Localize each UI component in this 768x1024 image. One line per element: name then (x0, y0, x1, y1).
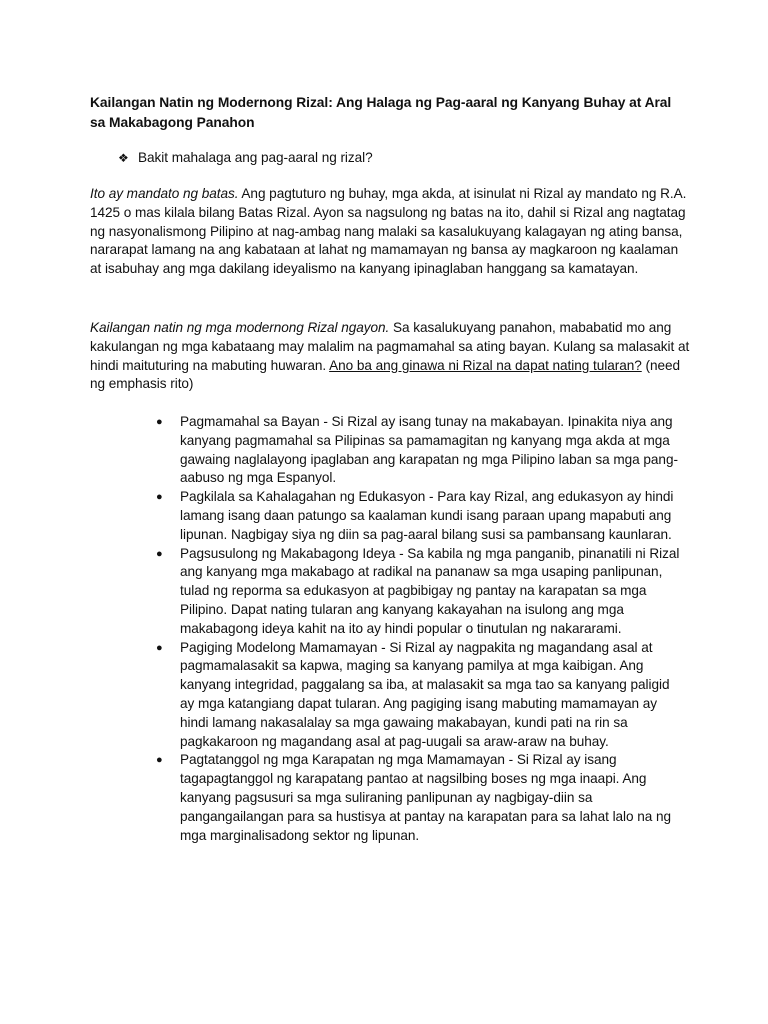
paragraph-modern-rizal-body: Sa kasalukuyang panahon, mababatid mo ang kakulangan ng mga kabataang may malalim na pagmamahal sa ating bayan. Kulang sa malasakit at hindi maituturing na mabuting huwaran. (90, 320, 690, 373)
paragraph-mandate-body: Ang pagtuturo ng buhay, mga akda, at isinulat ni Rizal ay mandato ng R.A. 1425 o mas kilala bilang Batas Rizal. Ayon sa nagsulong ng batas na ito, dahil si Rizal ang nagtatag ng nasyonalismong Pilipino at nag-ambag nang malaki sa kasalukuyang kalagayan ng ating bansa, nararapat lamang na ang kabataan at lahat ng mamamayan ng bansa ay magkaroon ng kaalaman at isabuhay ang mga dakilang ideyalismo na kanyang ipinaglaban hanggang sa kamatayan. (90, 186, 687, 277)
list-item-text: Pagsusulong ng Makabagong Ideya - Sa kabila ng mga panganib, pinanatili ni Rizal ang kanyang mga makabago at radikal na pananaw sa mga usaping panlipunan, tulad ng reporma sa edukasyon at pagbibigay ng pantay na karapatan sa mga Pilipino. Dapat nating tularan ang kanyang kakayahan na isulong ang mga makabagong ideya kahit na ito ay hindi popular o tinutulan ng nakararami. (180, 545, 680, 636)
list-item (156, 488, 684, 544)
question-text: Bakit mahalaga ang pag-aaral ng rizal? (138, 150, 373, 165)
bullet-dot-icon: ● (156, 547, 163, 560)
bullet-dot-icon: ● (156, 416, 163, 428)
list-item (156, 639, 684, 752)
list-item (156, 413, 684, 488)
diamond-bullet-icon: ❖ (118, 151, 129, 165)
paragraph-mandate-lead: Ito ay mandato ng batas. (90, 186, 239, 201)
paragraph-modern-rizal-lead: Kailangan natin ng mga modernong Rizal ngayon. (90, 320, 390, 335)
bullet-dot-icon: ● (156, 491, 163, 504)
list-item (156, 751, 684, 845)
paragraph-modern-rizal (90, 319, 690, 394)
list-item-text: Pagkilala sa Kahalagahan ng Edukasyon - Para kay Rizal, ang edukasyon ay hindi lamang isang daan patungo sa kaalaman kundi isang paraan upang mapabuti ang lipunan. Nagbigay siya ng diin sa pag-aaral bilang susi sa pambansang kaunlaran. (180, 489, 674, 542)
bullet-dot-icon: ● (156, 754, 163, 767)
emphasis-question: Ano ba ang ginawa ni Rizal na dapat nating tularan? (329, 357, 642, 373)
question-item (118, 149, 678, 168)
traits-list (156, 413, 684, 845)
list-item-text: Pagiging Modelong Mamamayan - Si Rizal ay nagpakita ng magandang asal at pagmamalasakit sa kapwa, maging sa kanyang pamilya at mga kaibigan. Ang kanyang integridad, paggalang sa iba, at malasakit sa mga tao sa kanyang paligid ay mga katangiang dapat tularan. Ang pagiging isang mabuting mamamayan ay hindi lamang nakasalalay sa mga gawaing makabayan, kundi pati na rin sa pagkakaroon ng magandang asal at pag-uugali sa araw-araw na buhay. (180, 639, 670, 749)
document-title: Kailangan Natin ng Modernong Rizal: Ang Halaga ng Pag-aaral ng Kanyang Buhay at Aral sa Makabagong Panahon (90, 95, 672, 130)
list-item-text: Pagmamahal sa Bayan - Si Rizal ay isang tunay na makabayan. Ipinakita niya ang kanyang pagmamahal sa Pilipinas sa pamamagitan ng kanyang mga akda at mga gawaing naglalayong ipaglaban ang karapatan ng mga Pilipino laban sa mga pang-aabuso ng mga Espanyol. (180, 414, 678, 486)
list-item-text: Pagtatanggol ng mga Karapatan ng mga Mamamayan - Si Rizal ay isang tagapagtanggol ng karapatang pantao at nagsilbing boses ng mga inaapi. Ang kanyang pagsusuri sa mga suliraning panlipunan ay nagbigay-diin sa pangangailangan para sa hustisya at pantay na karapatan para sa lahat lalo na ng mga marginalisadong sektor ng lipunan. (180, 752, 672, 843)
list-item (156, 545, 684, 639)
paragraph-modern-rizal-tail: (need ng emphasis rito) (90, 357, 680, 392)
paragraph-mandate (90, 185, 690, 279)
bullet-dot-icon: ● (156, 641, 163, 654)
